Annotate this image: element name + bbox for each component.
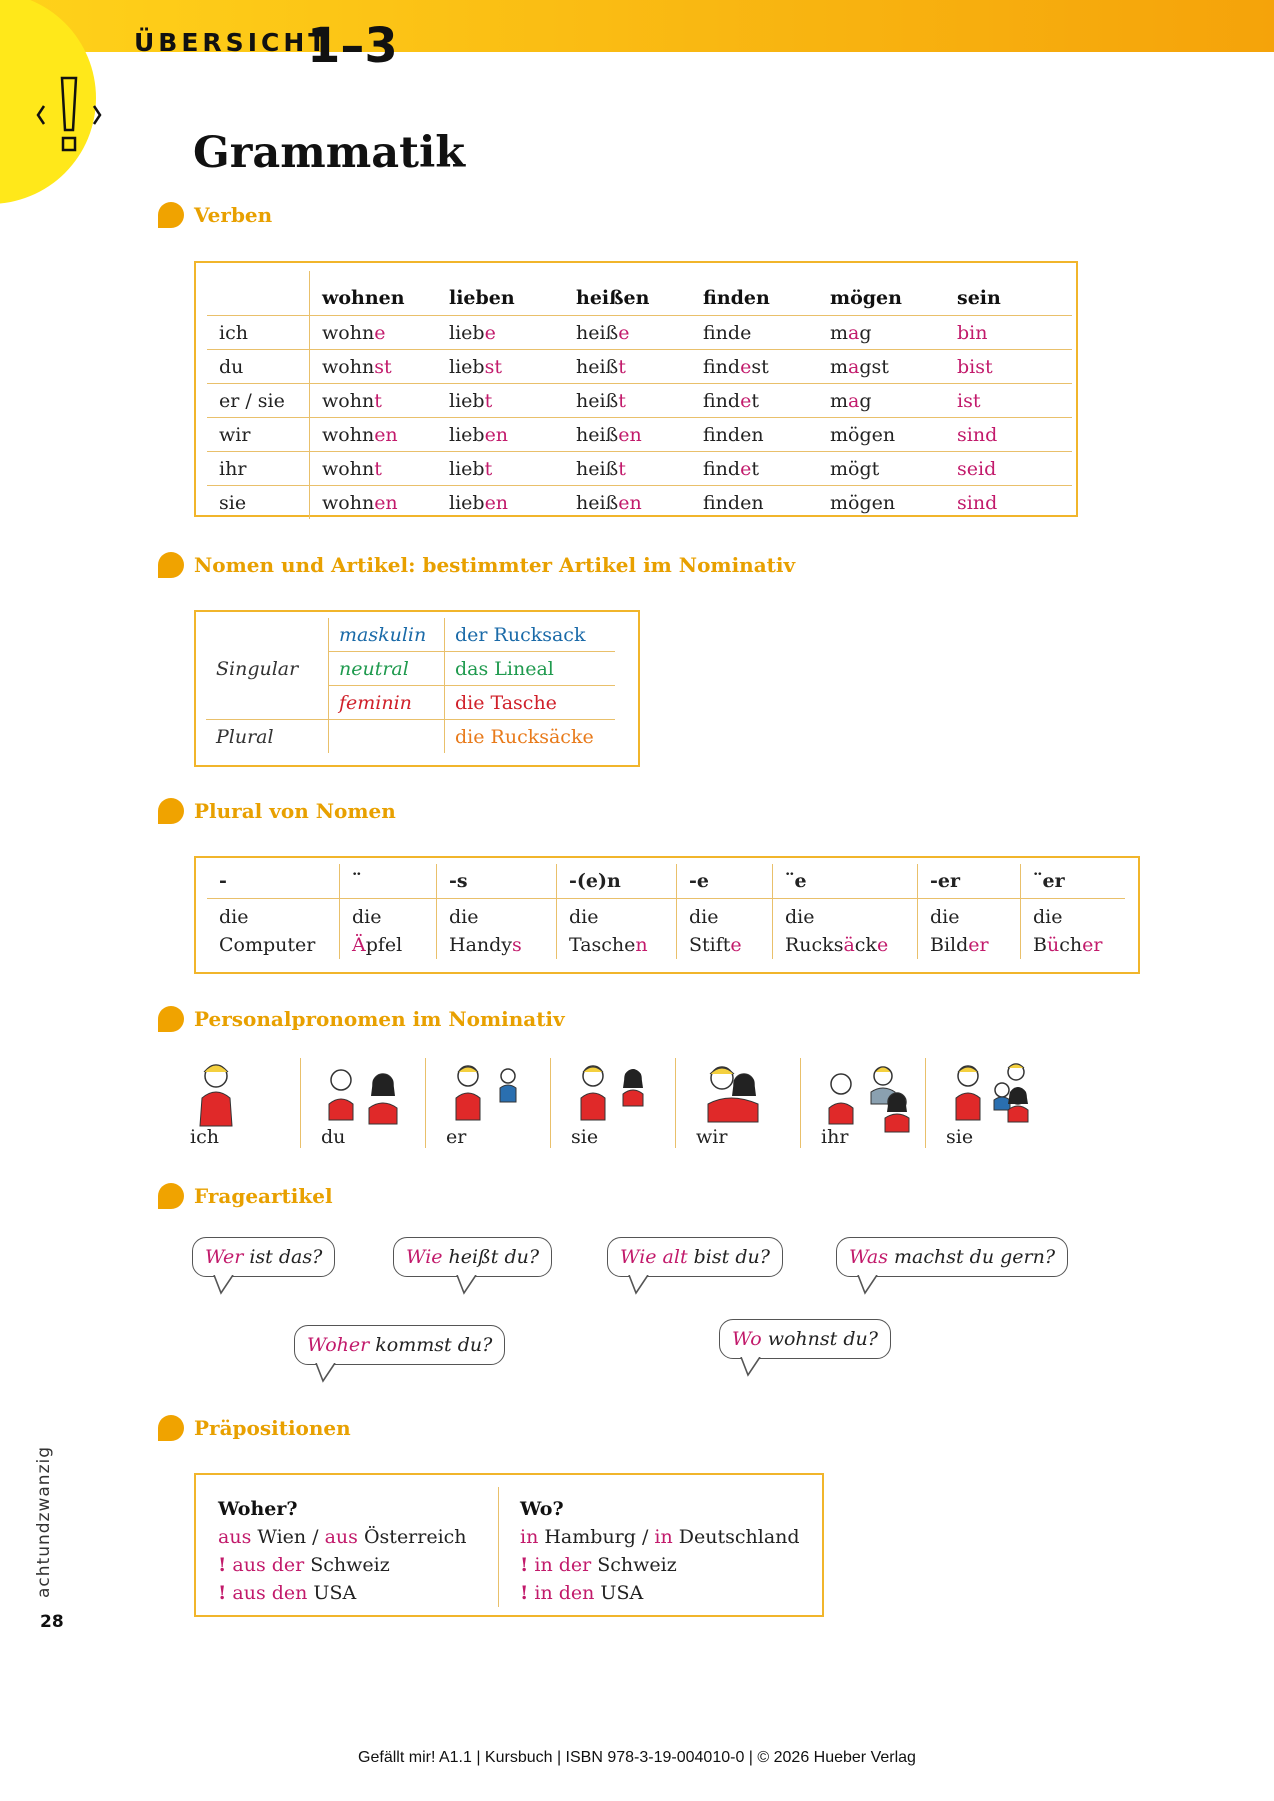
- page-number-word: achtundzwanzig: [34, 1445, 54, 1598]
- empty-cell: [206, 686, 329, 720]
- pronoun-ich: ich: [170, 1058, 280, 1148]
- question-bubble: Wer ist das?: [192, 1237, 335, 1277]
- question-bubble: Wo wohnst du?: [719, 1319, 891, 1359]
- empty-cell: [329, 720, 445, 754]
- preposition-woher: Woher? aus Wien / aus Österreich ! aus der Schweiz ! aus den USA: [218, 1498, 467, 1604]
- verb-form-cell: heißen: [576, 491, 642, 514]
- verb-form-cell: bist: [945, 350, 1072, 384]
- plural-header: ¨: [340, 864, 437, 899]
- two-people-illustration-icon: [571, 1058, 661, 1130]
- verb-form-cell: heißt: [564, 350, 691, 384]
- preposition-wo: Wo? in Hamburg / in Deutschland ! in der Schweiz ! in den USA: [520, 1498, 800, 1604]
- header-label: ÜBERSICHT: [134, 28, 330, 57]
- verb-header: sein: [945, 271, 1072, 316]
- exclamation-icon: [34, 76, 104, 154]
- section-title: Präpositionen: [194, 1416, 351, 1440]
- verb-form-cell: liebt: [437, 452, 564, 486]
- plural-cell: die Stifte: [677, 899, 773, 960]
- bullet-icon: [158, 1415, 184, 1441]
- plural-label: Plural: [206, 720, 329, 754]
- pronoun-cell: sie: [207, 486, 310, 520]
- plural-cell: die Bilder: [918, 899, 1021, 960]
- verb-form-cell: wohnst: [310, 350, 438, 384]
- bullet-icon: [158, 1006, 184, 1032]
- three-people-illustration-icon: [821, 1058, 921, 1134]
- verb-header: lieben: [437, 271, 564, 316]
- two-people-illustration-icon: [321, 1058, 411, 1130]
- speech-tail-icon: [857, 1275, 879, 1295]
- speech-tail-icon: [213, 1275, 235, 1295]
- section-praepositionen: [158, 1414, 351, 1442]
- bullet-icon: [158, 798, 184, 824]
- verb-form-cell: mögen: [818, 418, 945, 452]
- speech-tail-icon: [628, 1275, 650, 1295]
- pronoun-sie-singular: sie: [550, 1058, 661, 1148]
- pronoun-wir: wir: [675, 1058, 786, 1148]
- verb-form-cell: findet: [691, 452, 818, 486]
- page-title: Grammatik: [193, 128, 466, 178]
- bullet-icon: [158, 552, 184, 578]
- header-cell-empty: [207, 271, 310, 316]
- gender-feminin: feminin: [329, 686, 445, 720]
- section-title: Verben: [194, 203, 273, 227]
- verb-form-cell: liebst: [437, 350, 564, 384]
- table-row: [207, 350, 1072, 384]
- verb-form-cell: magst: [818, 350, 945, 384]
- pronoun-sie-plural: sie: [925, 1058, 1036, 1148]
- verb-form-cell: sind: [945, 418, 1072, 452]
- verb-form-cell: heiße: [564, 316, 691, 350]
- pronoun-ihr: ihr: [800, 1058, 911, 1148]
- verb-form-cell: sind: [957, 491, 998, 514]
- verb-form-cell: findet: [691, 384, 818, 418]
- verb-form-cell: seid: [945, 452, 1072, 486]
- verb-table: [207, 271, 1072, 519]
- table-row: [207, 486, 1072, 520]
- verb-form-cell: finden: [691, 418, 818, 452]
- pronoun-er: er: [425, 1058, 536, 1148]
- section-frageartikel: [158, 1182, 333, 1210]
- verb-form-cell: wohnt: [310, 452, 438, 486]
- pronoun-cell: ihr: [207, 452, 310, 486]
- section-pronomen: [158, 1005, 565, 1033]
- verb-form-cell: liebt: [437, 384, 564, 418]
- verb-form-cell: wohnen: [322, 491, 398, 514]
- article-neutral: das Lineal: [445, 652, 616, 686]
- pronoun-row: [170, 1058, 1030, 1148]
- footer-text: Gefällt mir! A1.1 | Kursbuch | ISBN 978-3-19-004010-0 | © 2026 Hueber Verlag: [358, 1749, 916, 1766]
- verb-form-cell: mögt: [818, 452, 945, 486]
- plural-header: -s: [437, 864, 557, 899]
- article-table: [206, 618, 615, 753]
- verb-form-cell: lieben: [449, 491, 509, 514]
- pronoun-cell: er / sie: [207, 384, 310, 418]
- verb-form-cell: liebe: [437, 316, 564, 350]
- verb-form-cell: wohnt: [310, 384, 438, 418]
- plural-header: ¨e: [773, 864, 918, 899]
- question-bubble: Woher kommst du?: [294, 1325, 505, 1365]
- plural-cell: die Rucksäcke: [773, 899, 918, 960]
- gender-neutral: neutral: [329, 652, 445, 686]
- question-bubble: Wie alt bist du?: [607, 1237, 783, 1277]
- table-row: [207, 418, 1072, 452]
- verb-form-cell: lieben: [437, 418, 564, 452]
- verb-header: finden: [691, 271, 818, 316]
- article-plural: die Rucksäcke: [455, 725, 594, 748]
- plural-table: [207, 864, 1125, 959]
- section-title: Nomen und Artikel: bestimmter Artikel im Nominativ: [194, 553, 796, 577]
- speech-tail-icon: [740, 1357, 762, 1377]
- section-title: Frageartikel: [194, 1184, 333, 1208]
- plural-header: -er: [918, 864, 1021, 899]
- preposition-box: [194, 1473, 824, 1617]
- verb-table-box: [194, 261, 1078, 517]
- header-number: 1–3: [307, 18, 398, 74]
- verb-form-cell: finde: [691, 316, 818, 350]
- section-verben: [158, 201, 272, 229]
- verb-form-cell: mögen: [830, 491, 896, 514]
- verb-form-cell: wohnen: [310, 418, 438, 452]
- plural-cell: die Computer: [207, 899, 340, 960]
- verb-form-cell: wohne: [310, 316, 438, 350]
- plural-cell: die Handys: [437, 899, 557, 960]
- article-maskulin: der Rucksack: [445, 618, 616, 652]
- page-number: 28: [40, 1612, 64, 1632]
- verb-form-cell: findest: [691, 350, 818, 384]
- plural-header: -e: [677, 864, 773, 899]
- two-people-illustration-icon: [446, 1058, 536, 1130]
- singular-label: Singular: [206, 652, 329, 686]
- verb-form-cell: heißt: [564, 452, 691, 486]
- bullet-icon: [158, 1183, 184, 1209]
- three-people-illustration-icon: [946, 1058, 1046, 1134]
- verb-form-cell: heißen: [564, 418, 691, 452]
- section-plural: [158, 797, 396, 825]
- table-row: [207, 452, 1072, 486]
- speech-tail-icon: [315, 1363, 337, 1383]
- two-people-illustration-icon: [696, 1058, 786, 1130]
- pronoun-cell: du: [207, 350, 310, 384]
- section-nomen: [158, 551, 795, 579]
- pronoun-cell: ich: [207, 316, 310, 350]
- verb-header: heißen: [564, 271, 691, 316]
- plural-cell: die Bücher: [1033, 906, 1103, 956]
- verb-form-cell: mag: [818, 384, 945, 418]
- plural-cell: die Taschen: [557, 899, 677, 960]
- verb-form-cell: bin: [945, 316, 1072, 350]
- divider: [498, 1487, 499, 1607]
- plural-header: -(e)n: [557, 864, 677, 899]
- verb-form-cell: heißt: [564, 384, 691, 418]
- gender-maskulin: maskulin: [329, 618, 445, 652]
- plural-header: -: [207, 864, 340, 899]
- plural-table-box: [194, 856, 1140, 974]
- speech-tail-icon: [456, 1275, 478, 1295]
- table-row: [207, 384, 1072, 418]
- bullet-icon: [158, 202, 184, 228]
- person-illustration-icon: [190, 1058, 250, 1130]
- section-title: Plural von Nomen: [194, 799, 396, 823]
- verb-form-cell: finden: [703, 491, 764, 514]
- verb-form-cell: mag: [818, 316, 945, 350]
- question-bubble: Was machst du gern?: [836, 1237, 1068, 1277]
- pronoun-du: du: [300, 1058, 411, 1148]
- plural-header: ¨er: [1021, 864, 1126, 899]
- article-feminin: die Tasche: [445, 686, 616, 720]
- article-table-box: [194, 610, 640, 767]
- table-row: [207, 316, 1072, 350]
- question-bubble: Wie heißt du?: [393, 1237, 552, 1277]
- verb-form-cell: ist: [945, 384, 1072, 418]
- pronoun-cell: wir: [207, 418, 310, 452]
- verb-header: wohnen: [310, 271, 438, 316]
- verb-header: mögen: [818, 271, 945, 316]
- plural-cell: die Äpfel: [340, 899, 437, 960]
- section-title: Personalpronomen im Nominativ: [194, 1007, 565, 1031]
- empty-cell: [206, 618, 329, 652]
